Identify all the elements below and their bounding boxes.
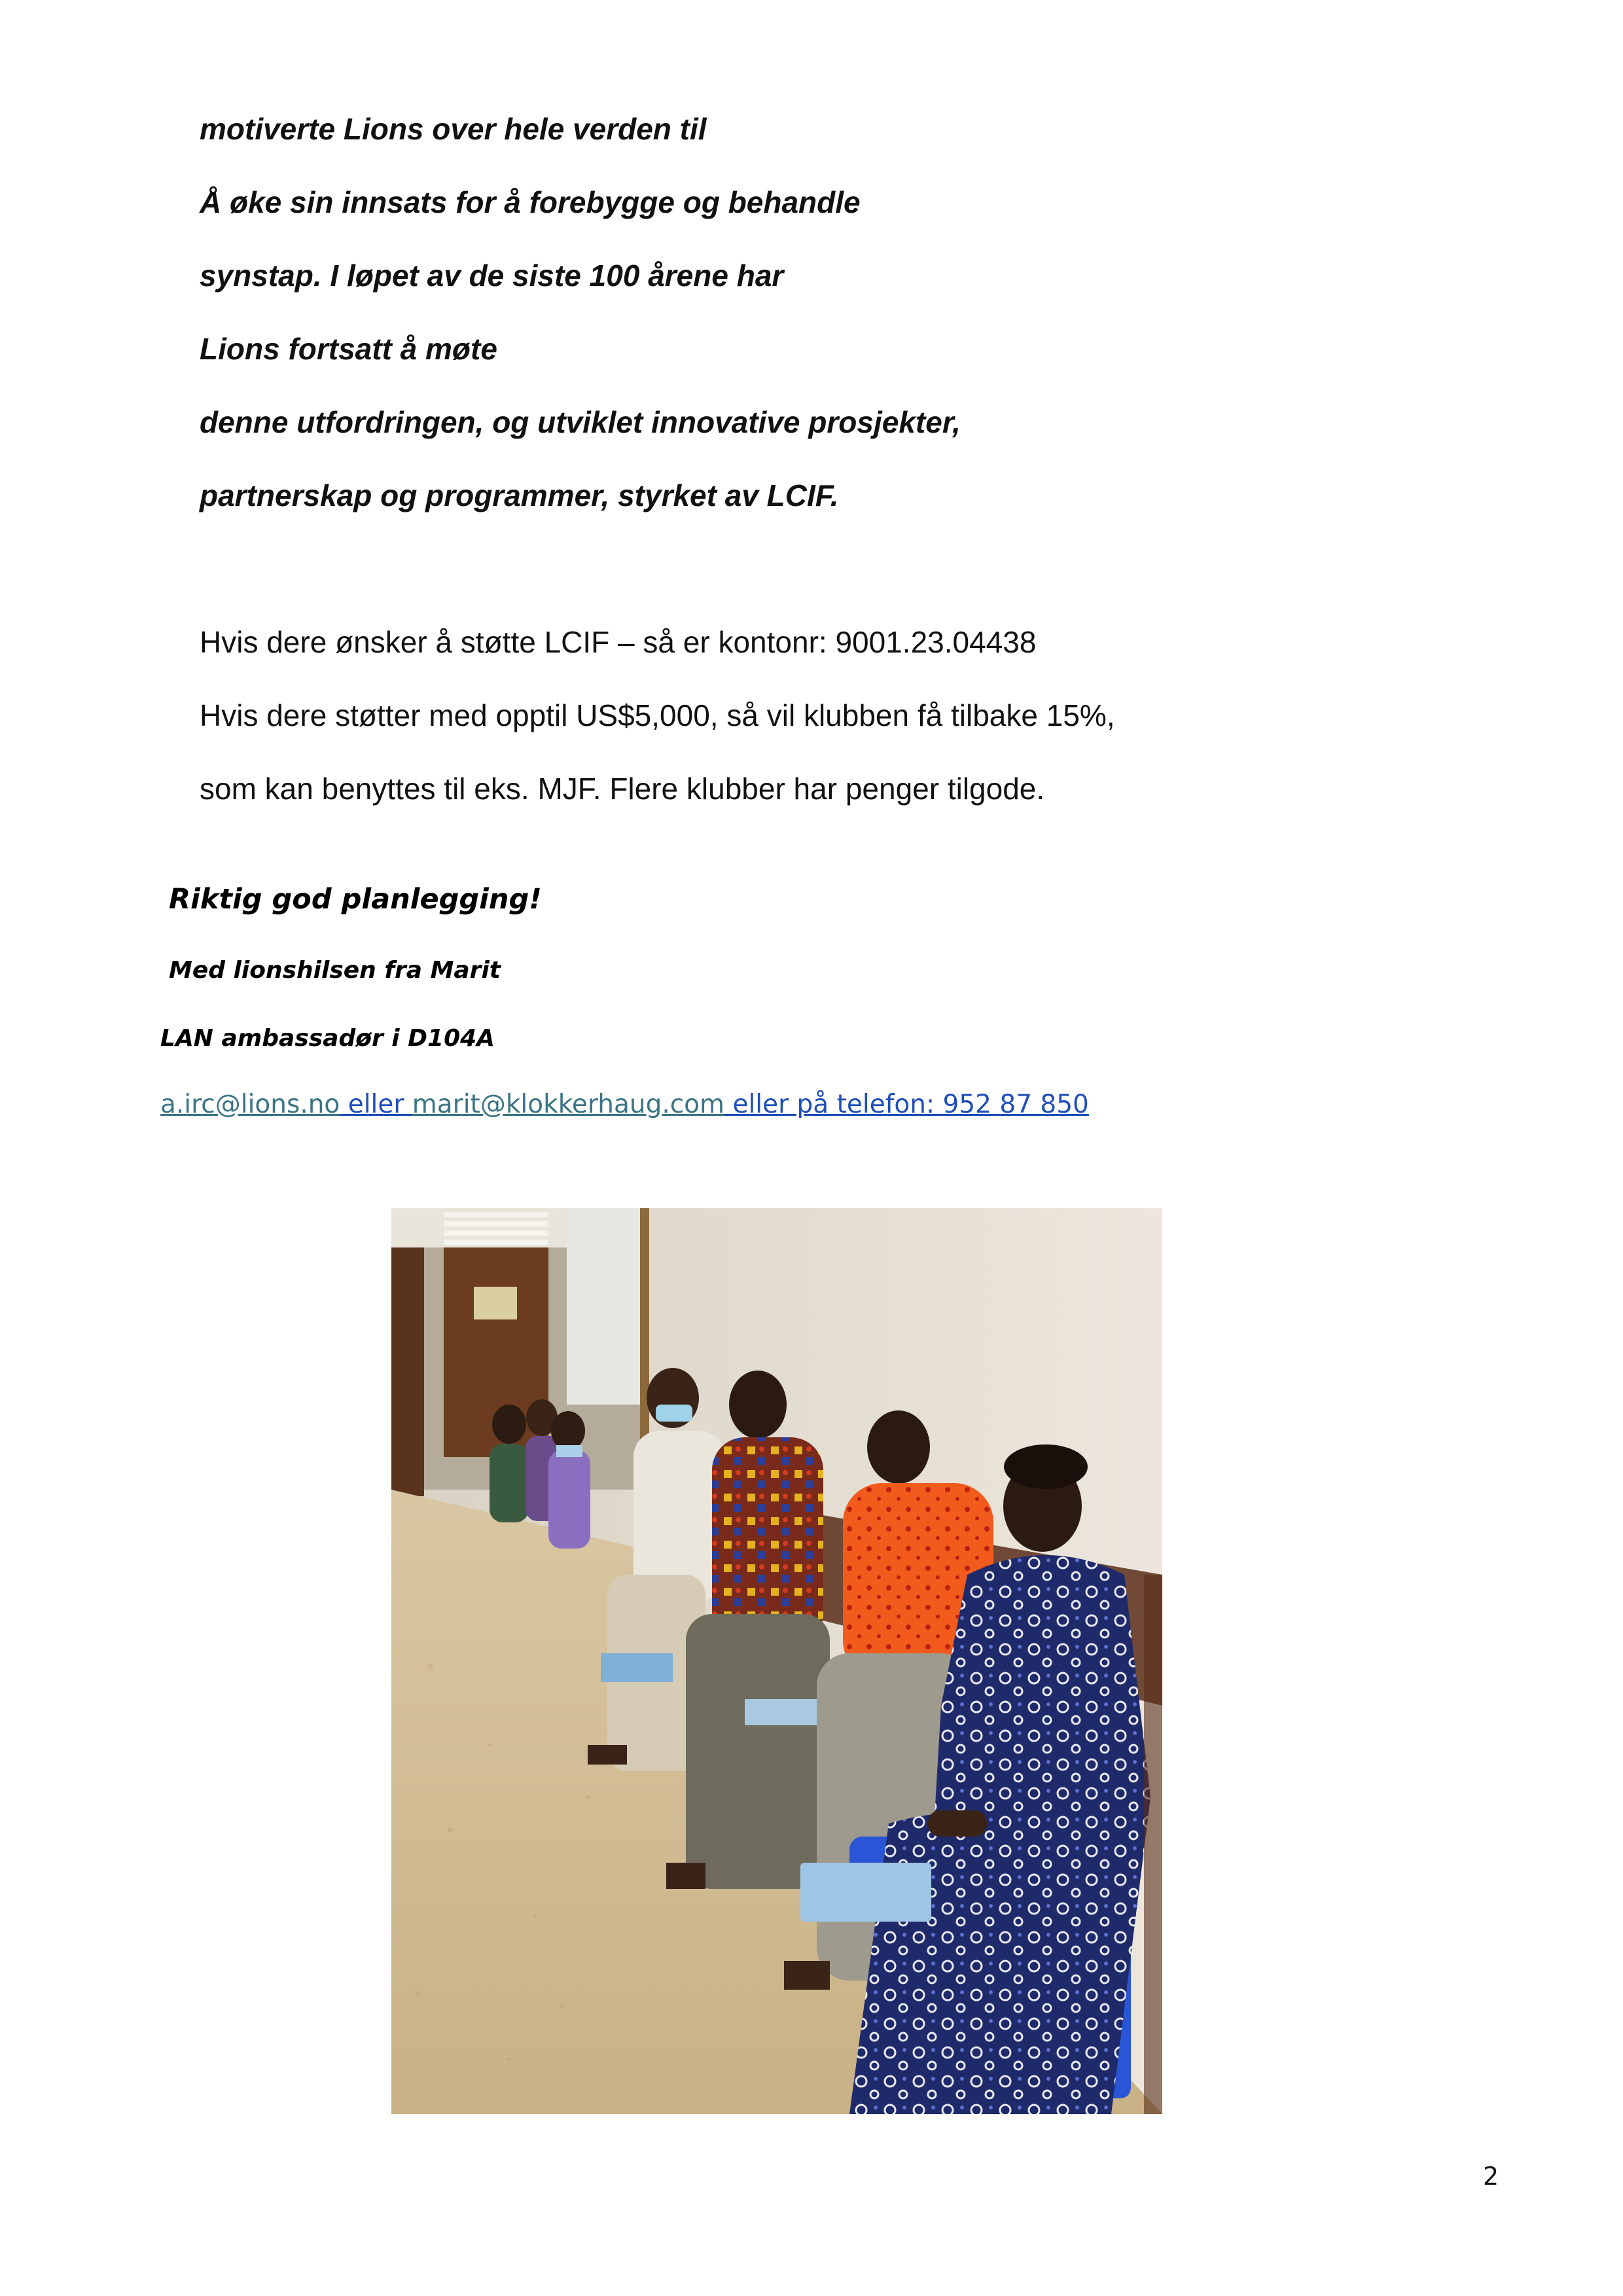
closing-wish: Riktig god planlegging! [169,883,542,916]
contact-line [160,1092,1089,1117]
intro-line-4: Lions fortsatt å møte [200,332,497,366]
intro-line-6: partnerskap og programmer, styrket av LCIF. [200,478,839,512]
page-number: 2 [1483,2162,1499,2191]
intro-line-3: synstap. I løpet av de siste 100 årene har [200,259,784,293]
email-link-marit[interactable]: marit@klokkerhaug.com [412,1090,725,1119]
info-line-refund: Hvis dere støtter med opptil US$5,000, så vil klubben få tilbake 15%, [200,698,1115,732]
closing-greeting: Med lionshilsen fra Marit [169,957,501,984]
intro-line-1: motiverte Lions over hele verden til [200,112,707,146]
contact-separator: eller [340,1090,412,1119]
intro-line-5: denne utfordringen, og utviklet innovative prosjekter, [200,405,961,439]
clinic-waiting-photo [391,1208,1162,2114]
email-link-irc[interactable]: a.irc@lions.no [160,1090,340,1119]
closing-role: LAN ambassadør i D104A [160,1025,495,1052]
phone-link[interactable]: eller på telefon: 952 87 850 [724,1090,1089,1119]
info-line-account: Hvis dere ønsker å støtte LCIF – så er kontonr: 9001.23.04438 [200,625,1037,659]
info-line-mjf: som kan benyttes til eks. MJF. Flere klubber har penger tilgode. [200,772,1045,806]
intro-line-2: Å øke sin innsats for å forebygge og behandle [200,185,861,219]
